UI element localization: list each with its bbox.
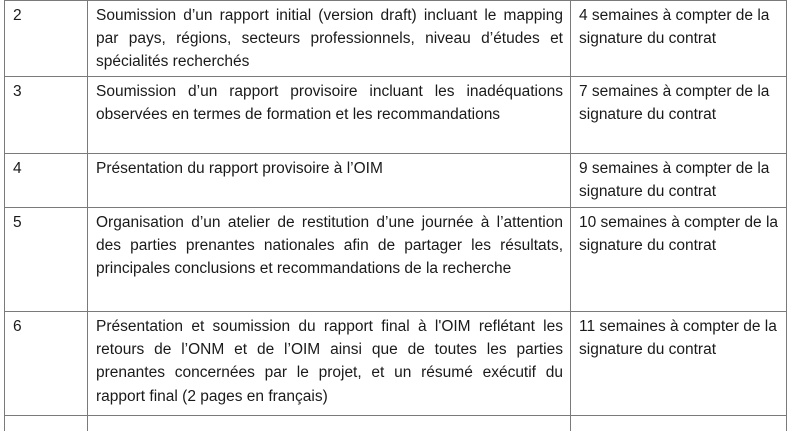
table-row-partial (5, 416, 787, 431)
row-description: Présentation du rapport provisoire à l’OIM (88, 154, 571, 208)
row-deadline: 9 semaines à compter de la signature du contrat (571, 154, 787, 208)
row-deadline: 7 semaines à compter de la signature du contrat (571, 77, 787, 154)
row-deadline-empty (571, 416, 787, 431)
row-deadline: 4 semaines à compter de la signature du contrat (571, 1, 787, 77)
table-row (5, 77, 787, 154)
row-description: Soumission d’un rapport initial (version draft) incluant le mapping par pays, régions, secteurs professionnels, niveau d’études et spécialités recherchés (88, 1, 571, 77)
row-number: 3 (5, 77, 88, 154)
row-description: Soumission d’un rapport provisoire incluant les inadéquations observées en termes de formation et les recommandations (88, 77, 571, 154)
row-number: 5 (5, 208, 88, 312)
deliverables-table (4, 0, 787, 431)
row-description-empty (88, 416, 571, 431)
row-number: 2 (5, 1, 88, 77)
table-row (5, 1, 787, 77)
row-deadline: 10 semaines à compter de la signature du contrat (571, 208, 787, 312)
row-description: Organisation d’un atelier de restitution d’une journée à l’attention des parties prenantes nationales afin de partager les résultats, principales conclusions et recommandations de la recherche (88, 208, 571, 312)
row-number: 6 (5, 312, 88, 416)
table-row (5, 312, 787, 416)
table-row (5, 208, 787, 312)
row-number-empty (5, 416, 88, 431)
table-row (5, 154, 787, 208)
row-description: Présentation et soumission du rapport final à l'OIM reflétant les retours de l’ONM et de l’OIM ainsi que de toutes les parties prenantes concernées par le projet, et un résumé exécutif du rapport final (2 pages en français) (88, 312, 571, 416)
row-deadline: 11 semaines à compter de la signature du contrat (571, 312, 787, 416)
row-number: 4 (5, 154, 88, 208)
